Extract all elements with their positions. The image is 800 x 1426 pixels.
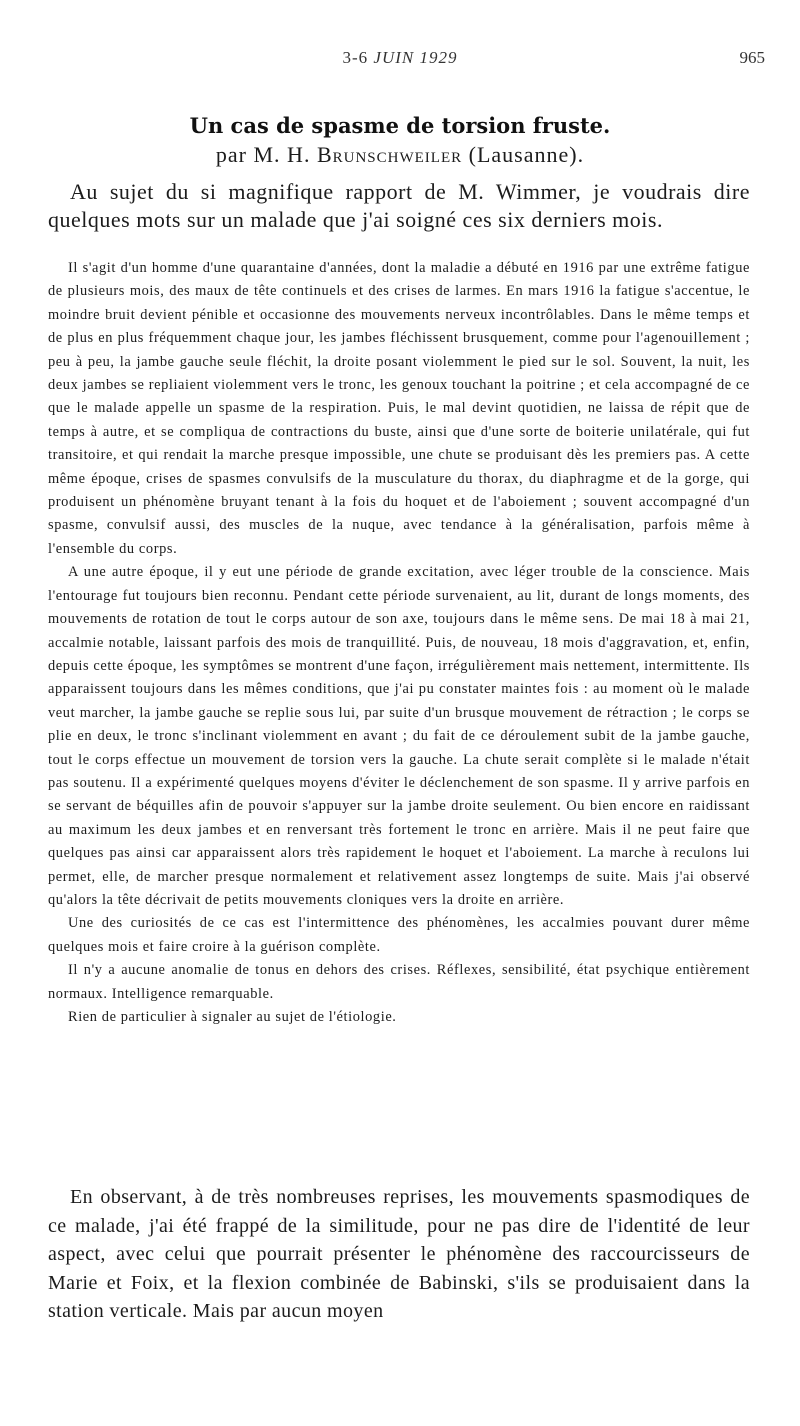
closing-paragraph: En observant, à de très nombreuses reprises, les mouvements spasmodiques de ce malade, j'ai été frappé de la similitude, pour ne pas dire de l'identité de leur aspect, avec celui que pourrait présenter le phénomène des raccourcisseurs de Marie et Foix, et la flexion combinée de Babinski, s'ils se produisaient dans la station verticale. Mais par aucun moyen (48, 1186, 750, 1322)
byline-prefix: par M. H. (215, 142, 311, 167)
byline-author: Brunschweiler (316, 142, 463, 167)
issue-date-days: 3-6 (342, 48, 369, 67)
body-paragraph: A une autre époque, il y eut une période de grande excitation, avec léger trouble de la conscience. Mais l'entourage fut toujours bien reconnu. Pendant cette période survenaient, au lit, durant de longs moments, des mouvements de rotation de tout le corps autour de son axe, toujours dans le même sens. De mai 18 à mai 21, accalmie notable, laissant parfois des mois de tranquillité. Puis, de nouveau, 18 mois d'aggravation, et, enfin, depuis cette époque, les symptômes se montrent d'une façon, irrégulièrement mais nettement, intermittente. Ils apparaissent toujours dans les mêmes conditions, que j'ai pu constater maintes fois : au moment où le malade veut marcher, la jambe gauche se replie sous lui, par suite d'un brusque mouvement de rétraction ; le corps se plie en deux, le tronc s'inclinant violemment en avant ; du fait de ce déroulement subit de la jambe gauche, tout le corps effectue un mouvement de torsion vers la gauche. La chute serait complète si le malade n'était pas soutenu. Il a expérimenté quelques moyens d'éviter le déclenchement de son spasme. Il y arrive parfois en se servant de béquilles afin de pouvoir s'appuyer sur la jambe droite seulement. Ou bien encore en raidissant au maximum les deux jambes et en renversant très fortement le tronc en arrière. Mais il ne peut faire que quelques pas ainsi car apparaissent alors très rapidement le hoquet et l'aboiement. La marche à reculons lui permet, elle, de marcher presque normalement et relativement assez longtemps de suite. Mais j'ai observé qu'alors la tête décrivait de petits mouvements cloniques vers la droite en arrière. (48, 564, 750, 908)
article-byline (0, 140, 800, 170)
body-paragraph: Une des curiosités de ce cas est l'intermittence des phénomènes, les accalmies pouvant durer même quelques mois et faire croire à la guérison complète. (48, 915, 750, 955)
running-header (0, 48, 800, 72)
issue-date (0, 48, 800, 68)
case-description (48, 257, 750, 1029)
discussion (48, 1183, 750, 1326)
article-heading (0, 112, 800, 170)
body-paragraph: Il s'agit d'un homme d'une quarantaine d'années, dont la maladie a débuté en 1916 par une extrême fatigue de plusieurs mois, des maux de tête continuels et des crises de larmes. En mars 1916 la fatigue s'accentue, le moindre bruit devient pénible et occasionne des mouvements nerveux incontrôlables. Dans le même temps et de plus en plus fréquemment chaque jour, les jambes fléchissent brusquement, comme pour l'agenouillement ; peu à peu, la jambe gauche seule fléchit, la droite posant violemment le pied sur le sol. Souvent, la nuit, les deux jambes se repliaient violemment vers le tronc, les genoux touchant la poitrine ; et cela accompagné de ce que le malade appelle un spasme de la respiration. Puis, le mal devint quotidien, ne laissa de répit que de temps à autre, et se compliqua de contractions du buste, ainsi que d'une sorte de boiterie unilatérale, qui fut transitoire, et qui rendait la marche presque impossible, une chute se produisant dès les premiers pas. A cette même époque, crises de spasmes convulsifs de la musculature du thorax, du diaphragme et de la gorge, qui produisent un phénomène bruyant tenant à la fois du hoquet et de l'aboiement ; souvent accompagné d'un spasme, convulsif aussi, des muscles de la nuque, avec tendance à la généralisation, parfois même à l'ensemble du corps. (48, 260, 750, 557)
page-number: 965 (739, 48, 765, 67)
lede-paragraph: Au sujet du si magnifique rapport de M. Wimmer, je voudrais dire quelques mots sur un malade que j'ai soigné ces six derniers mois. (48, 179, 750, 232)
issue-date-month-year: JUIN 1929 (373, 48, 458, 67)
body-paragraph: Il n'y a aucune anomalie de tonus en dehors des crises. Réflexes, sensibilité, état psychique entièrement normaux. Intelligence remarquable. (48, 962, 750, 1002)
body-paragraph: Rien de particulier à signaler au sujet de l'étiologie. (68, 1009, 397, 1025)
article-title: Un cas de spasme de torsion fruste. (189, 113, 611, 138)
byline-place: (Lausanne). (468, 142, 585, 167)
